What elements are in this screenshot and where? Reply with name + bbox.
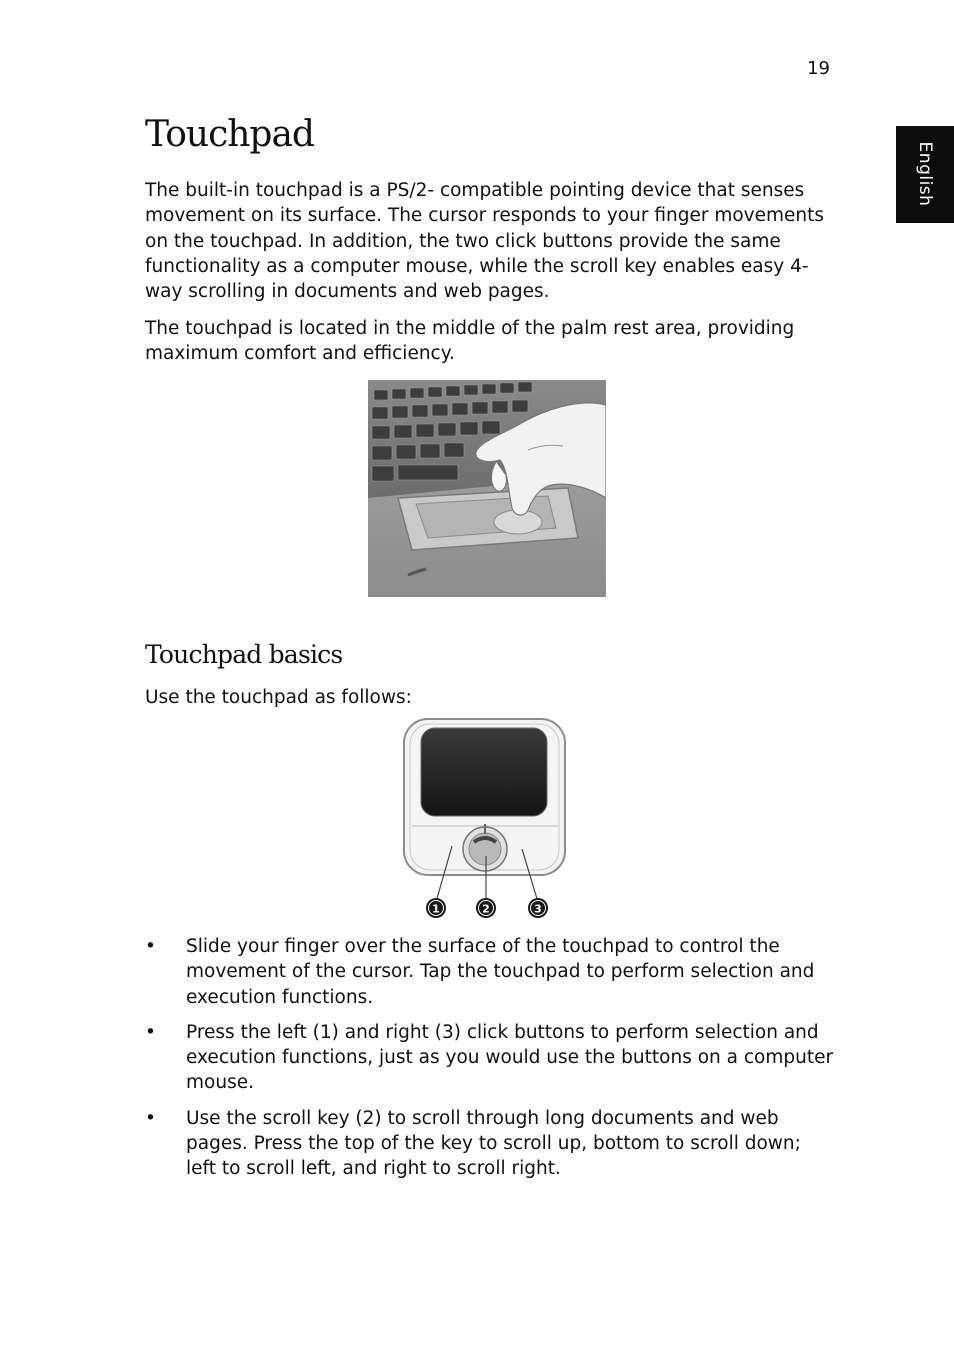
page-number: 19 [807, 58, 830, 79]
svg-text:1: 1 [432, 902, 440, 916]
list-item: • Press the left (1) and right (3) click buttons to perform selection and execution functions, just as you would use the buttons on a computer mouse. [145, 1020, 835, 1096]
list-item: • Use the scroll key (2) to scroll through long documents and web pages. Press the top of the key to scroll up, bottom to scroll down; left to scroll left, and right to scroll right. [145, 1106, 835, 1182]
list-item: • Slide your finger over the surface of the touchpad to control the movement of the cursor. Tap the touchpad to perform selection and execution functions. [145, 934, 835, 1010]
callout-2 [476, 898, 496, 918]
callout-1 [426, 898, 446, 918]
svg-text:2: 2 [482, 902, 490, 916]
touchpad-diagram [400, 716, 570, 922]
intro-paragraph: The built-in touchpad is a PS/2- compatible pointing device that senses movement on its surface. The cursor responds to your finger movements on the touchpad. In addition, the two click buttons provide the same functionality as a computer mouse, while the scroll key enables easy 4-way scrolling in documents and web pages. [145, 180, 825, 303]
section-heading: Touchpad basics [145, 640, 343, 669]
page-title: Touchpad [145, 114, 314, 155]
touchpad-hand-illustration [368, 380, 606, 597]
location-paragraph: The touchpad is located in the middle of the palm rest area, providing maximum comfort and efficiency. [145, 318, 795, 365]
svg-text:3: 3 [534, 902, 542, 916]
language-tab-label: English [915, 141, 935, 207]
callout-3 [528, 898, 548, 918]
language-tab [896, 126, 954, 223]
usage-list [145, 934, 835, 1192]
basics-lead: Use the touchpad as follows: [145, 687, 412, 708]
